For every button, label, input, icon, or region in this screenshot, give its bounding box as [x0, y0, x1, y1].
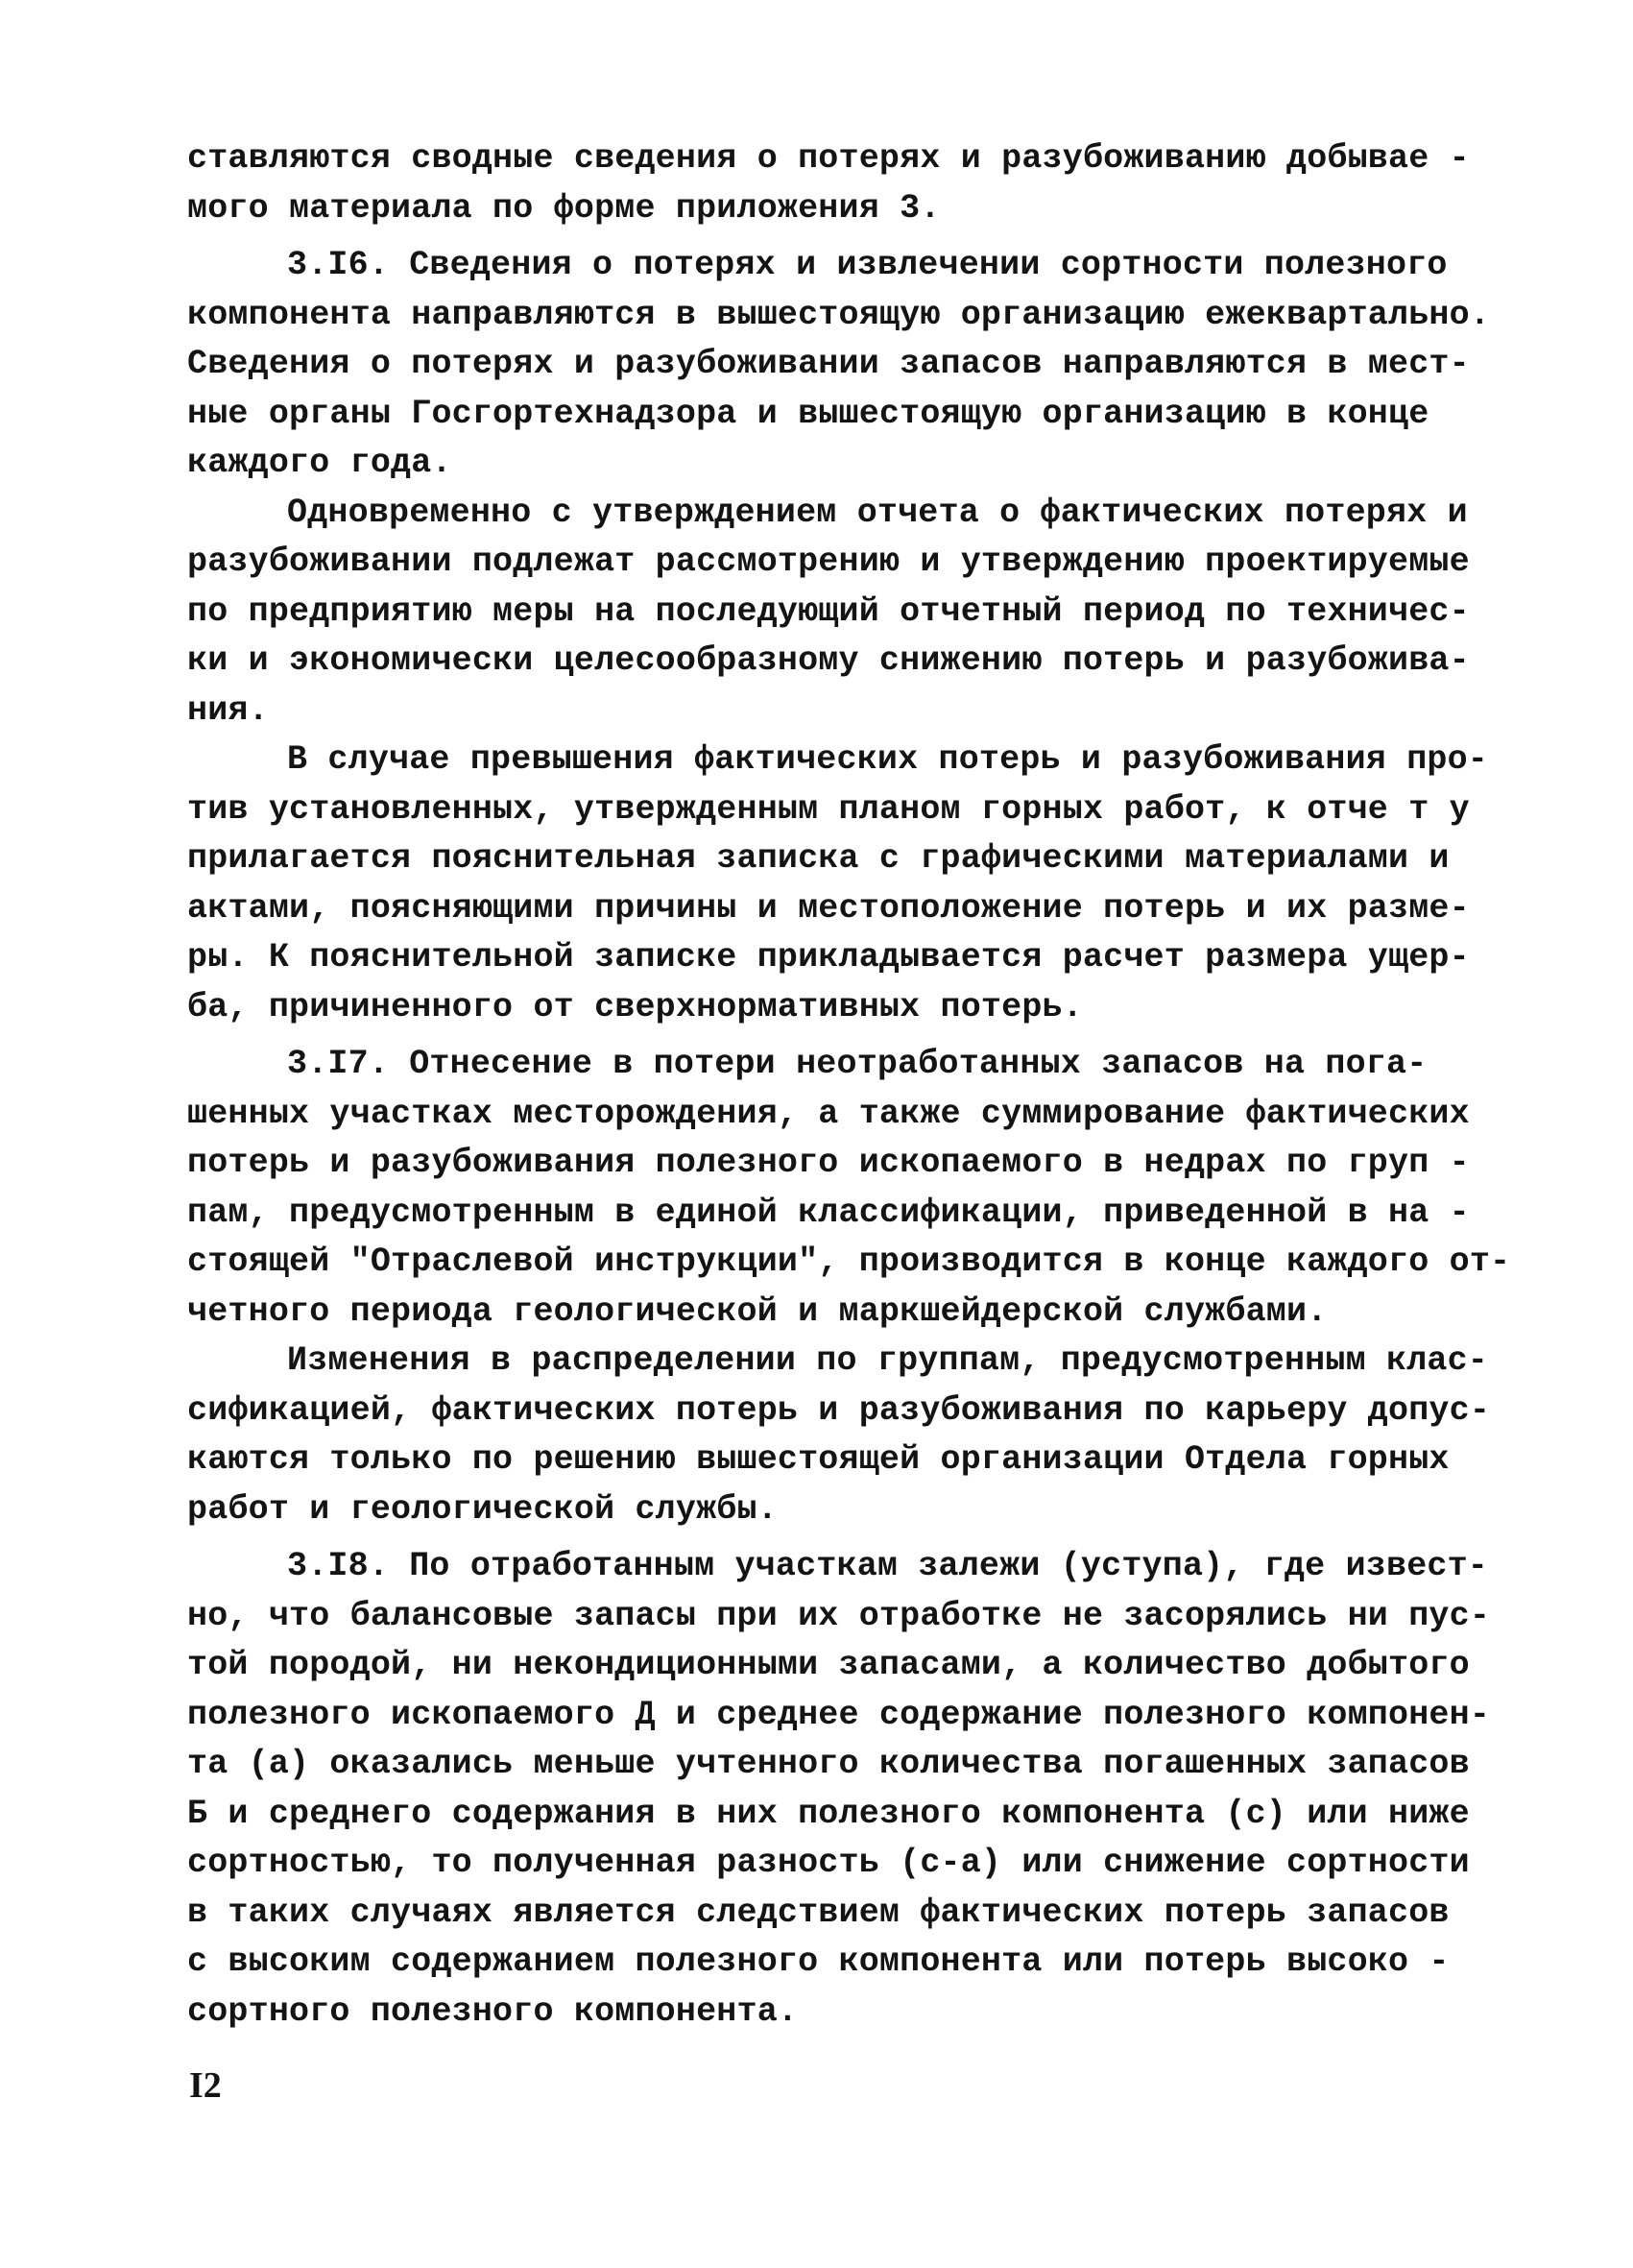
text-line: по предприятию меры на последующий отчетный период по техничес- — [187, 591, 1470, 631]
text-line: ки и экономически целесообразному снижению потерь и разубожива- — [187, 641, 1470, 680]
text-line: ния. — [187, 690, 269, 730]
text-line: прилагается пояснительная записка с графическими материалами и — [187, 839, 1450, 878]
text-line: ба, причиненного от сверхнормативных потерь. — [187, 987, 1083, 1026]
text-line: 3.I6. Сведения о потерях и извлечении сортности полезного — [287, 246, 1448, 284]
text-line: мого материала по форме приложения 3. — [187, 188, 941, 228]
text-line: шенных участках месторождения, а также суммирование фактических — [187, 1094, 1470, 1133]
text-line: компонента направляются в вышестоящую организацию ежеквартально. — [187, 295, 1491, 334]
document-body — [187, 134, 1511, 2037]
text-line: в таких случаях является следствием фактических потерь запасов — [187, 1893, 1450, 1932]
text-line: Одновременно с утверждением отчета о фактических потерях и — [287, 493, 1468, 532]
text-line: Сведения о потерях и разубоживании запасов направляются в мест- — [187, 345, 1470, 383]
text-line: работ и геологической службы. — [187, 1489, 778, 1529]
text-line: сортностью, то полученная разность (с-а) или снижение сортности — [187, 1844, 1470, 1882]
paragraph-3-16 — [187, 241, 1491, 489]
text-line: 3.I7. Отнесение в потери неотработанных запасов на пога- — [287, 1045, 1428, 1083]
text-line: актами, поясняющими причины и местоположение потерь и их разме- — [187, 888, 1470, 928]
text-line: разубоживании подлежат рассмотрению и утверждению проектируемые — [187, 543, 1470, 581]
text-line: та (а) оказались меньше учтенного количества погашенных запасов — [187, 1745, 1470, 1783]
text-line: каждого года. — [187, 444, 452, 482]
text-line: сортного полезного компонента. — [187, 1991, 799, 2031]
text-line: стоящей "Отраслевой инструкции", производится в конце каждого от- — [187, 1243, 1511, 1281]
text-line: Изменения в распределении по группам, предусмотренным клас- — [287, 1341, 1489, 1380]
paragraph-3-17 — [187, 1040, 1511, 1337]
text-line: полезного ископаемого Д и среднее содержание полезного компонен- — [187, 1695, 1491, 1734]
text-line: ры. К пояснительной записке прикладывается расчет размера ущер- — [187, 938, 1470, 977]
text-line: тив установленных, утвержденным планом горных работ, к отче т у — [187, 789, 1470, 829]
text-line: потерь и разубоживания полезного ископаемого в недрах по груп - — [187, 1144, 1470, 1182]
paragraph-simultaneous-approval — [187, 489, 1470, 736]
text-line: Б и среднего содержания в них полезного компонента (с) или ниже — [187, 1794, 1470, 1833]
text-line: но, что балансовые запасы при их отработке не засорялись ни пус- — [187, 1596, 1491, 1635]
text-line: пам, предусмотренным в единой классификации, приведенной в на - — [187, 1193, 1470, 1232]
text-line: 3.I8. По отработанным участкам залежи (уступа), где извест- — [287, 1547, 1489, 1585]
paragraph-distribution-changes — [187, 1337, 1491, 1534]
text-line: сификацией, фактических потерь и разубоживания по карьеру допус- — [187, 1390, 1491, 1430]
text-line: ставляются сводные сведения о потерях и разубоживанию добывае - — [187, 139, 1470, 178]
text-line: той породой, ни некондиционными запасами, а количество добытого — [187, 1646, 1470, 1684]
text-line: ные органы Госгортехнадзора и вышестоящую организацию в конце — [187, 394, 1429, 433]
page-number: I2 — [189, 2065, 222, 2106]
paragraph-excess-losses — [187, 736, 1489, 1032]
paragraph-3-18 — [187, 1542, 1491, 2037]
paragraph-continuation — [187, 134, 1470, 233]
text-line: с высоким содержанием полезного компонента или потерь высоко - — [187, 1942, 1450, 1981]
text-line: В случае превышения фактических потерь и разубоживания про- — [287, 740, 1489, 779]
text-line: каются только по решению вышестоящей организации Отдела горных — [187, 1440, 1450, 1479]
text-line: четного периода геологической и маркшейдерской службами. — [187, 1291, 1328, 1331]
